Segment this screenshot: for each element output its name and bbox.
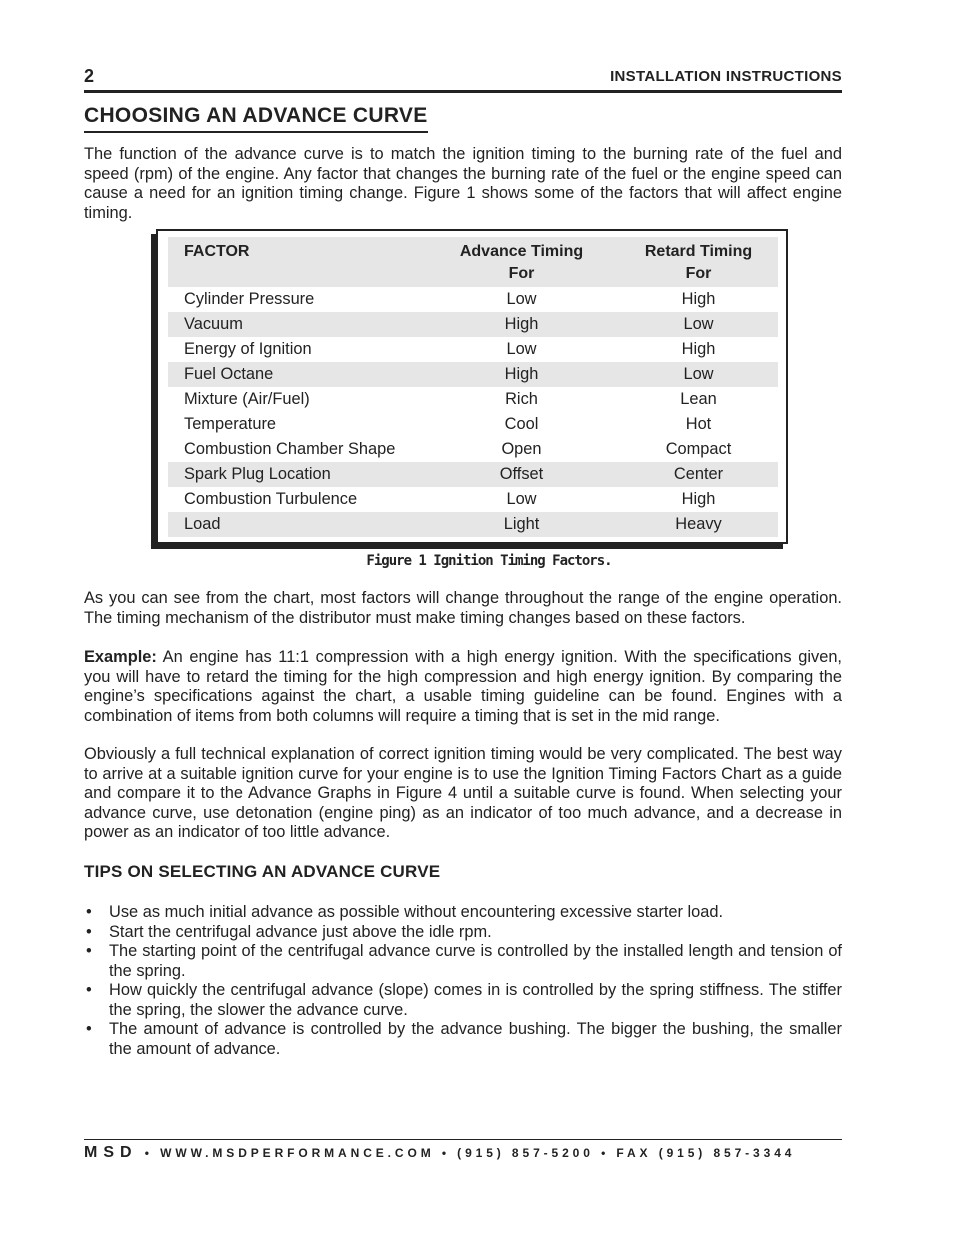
example-paragraph [84, 648, 842, 726]
row-retard: Compact [665, 440, 732, 458]
row-advance: High [504, 315, 539, 333]
example-label: Example: [84, 648, 157, 666]
row-advance: Low [506, 490, 537, 508]
row-retard: Center [673, 465, 724, 483]
tip-text: Use as much initial advance as possible without encountering excessive starter load. [109, 903, 724, 921]
list-item [84, 923, 842, 943]
table-header-row [168, 237, 778, 287]
bullet-icon: • [86, 922, 92, 941]
footer-separator: • [441, 1146, 450, 1160]
row-factor: Fuel Octane [184, 365, 274, 383]
row-retard: High [681, 340, 716, 358]
footer-phone: (915) 857-5200 [457, 1146, 594, 1160]
list-item [84, 981, 842, 1020]
tips-list [84, 903, 842, 1059]
row-retard: High [681, 290, 716, 308]
row-retard: Heavy [675, 515, 722, 533]
row-factor: Combustion Chamber Shape [184, 440, 396, 458]
figure-caption: Figure 1 Ignition Timing Factors. [366, 553, 612, 569]
table-row [168, 312, 778, 337]
table-row [168, 487, 778, 512]
bullet-icon: • [86, 903, 92, 921]
table-row [168, 462, 778, 487]
row-factor: Spark Plug Location [184, 465, 331, 483]
header-title: INSTALLATION INSTRUCTIONS [610, 68, 842, 85]
page-header [84, 64, 842, 93]
row-retard: Lean [680, 390, 717, 408]
header-retard [619, 237, 778, 287]
page-footer [84, 1139, 842, 1164]
list-item [84, 942, 842, 981]
row-retard: High [681, 490, 716, 508]
row-factor: Combustion Turbulence [184, 490, 358, 508]
ignition-factors-table-frame [156, 229, 788, 544]
row-factor: Energy of Ignition [184, 340, 312, 358]
header-retard-line2: For [685, 265, 712, 282]
row-advance: Rich [505, 390, 538, 408]
row-advance: Low [506, 340, 537, 358]
table-row [168, 287, 778, 312]
table-row [168, 512, 778, 537]
footer-separator: • [144, 1146, 153, 1160]
header-advance [424, 237, 619, 287]
page-number: 2 [84, 66, 95, 86]
footer-brand: MSD [84, 1144, 138, 1161]
row-advance: Light [503, 515, 540, 533]
row-advance: Low [506, 290, 537, 308]
table-row [168, 337, 778, 362]
tip-text: Start the centrifugal advance just above the idle rpm. [109, 922, 492, 941]
table-row [168, 362, 778, 387]
explanation-paragraph: Obviously a full technical explanation of correct ignition timing would be very complicated. The best way to arrive at a suitable ignition curve for your engine is to use the Ignition Timing Factors Chart as a guide and compare it to the Advance Graphs in Figure 4 until a suitable curve is found. When selecting your advance curve, use detonation (engine ping) as an indicator of too much advance, and a decrease in power as an indicator of too little advance. [84, 745, 842, 841]
header-advance-line1: Advance Timing [459, 243, 584, 260]
row-factor: Cylinder Pressure [184, 290, 315, 308]
row-advance: Offset [499, 465, 544, 483]
row-advance: Open [501, 440, 542, 458]
row-factor: Mixture (Air/Fuel) [184, 390, 310, 408]
header-retard-line1: Retard Timing [644, 243, 753, 260]
section-title: CHOOSING AN ADVANCE CURVE [84, 104, 428, 133]
row-advance: High [504, 365, 539, 383]
row-factor: Vacuum [184, 315, 243, 333]
row-retard: Low [683, 365, 714, 383]
bullet-icon: • [86, 1020, 92, 1038]
table-row [168, 412, 778, 437]
row-retard: Hot [685, 415, 712, 433]
example-text: An engine has 11:1 compression with a high energy ignition. With the specifications given, you will have to retard the timing for the high compression and high energy ignition. By comparing the engine’s specifications against the chart, a usable timing guideline can be found. Engines with a combination of items from both columns will require a timing that is set in the mid range. [84, 648, 842, 725]
chart-paragraph: As you can see from the chart, most factors will change throughout the range of the engine operation. The timing mechanism of the distributor must make timing changes based on these factors. [84, 589, 842, 627]
footer-text [84, 1144, 842, 1162]
intro-paragraph: The function of the advance curve is to match the ignition timing to the burning rate of the fuel and speed (rpm) of the engine. Any factor that changes the burning rate of the fuel or the engine speed can cause a need for an ignition timing change. Figure 1 shows some of the factors that will affect engine timing. [84, 145, 842, 222]
ignition-factors-table [168, 237, 778, 537]
tip-text: How quickly the centrifugal advance (slope) comes in is controlled by the spring stiffness. The stiffer the spring, the slower the advance curve. [109, 981, 842, 1019]
header-factor: FACTOR [184, 243, 250, 260]
table-row [168, 437, 778, 462]
header-advance-line2: For [508, 265, 535, 282]
bullet-icon: • [86, 981, 92, 999]
row-factor: Temperature [184, 415, 277, 433]
list-item [84, 903, 842, 923]
footer-separator: • [601, 1146, 610, 1160]
bullet-icon: • [86, 942, 92, 960]
tip-text: The starting point of the centrifugal advance curve is controlled by the installed length and tension of the spring. [109, 942, 842, 980]
row-factor: Load [184, 515, 221, 533]
footer-website: WWW.MSDPERFORMANCE.COM [160, 1146, 435, 1160]
tips-heading: TIPS ON SELECTING AN ADVANCE CURVE [84, 862, 441, 881]
tip-text: The amount of advance is controlled by the advance bushing. The bigger the bushing, the smaller the amount of advance. [109, 1020, 842, 1058]
list-item [84, 1020, 842, 1059]
footer-fax: FAX (915) 857-3344 [616, 1146, 796, 1160]
table-row [168, 387, 778, 412]
row-retard: Low [683, 315, 714, 333]
row-advance: Cool [504, 415, 539, 433]
